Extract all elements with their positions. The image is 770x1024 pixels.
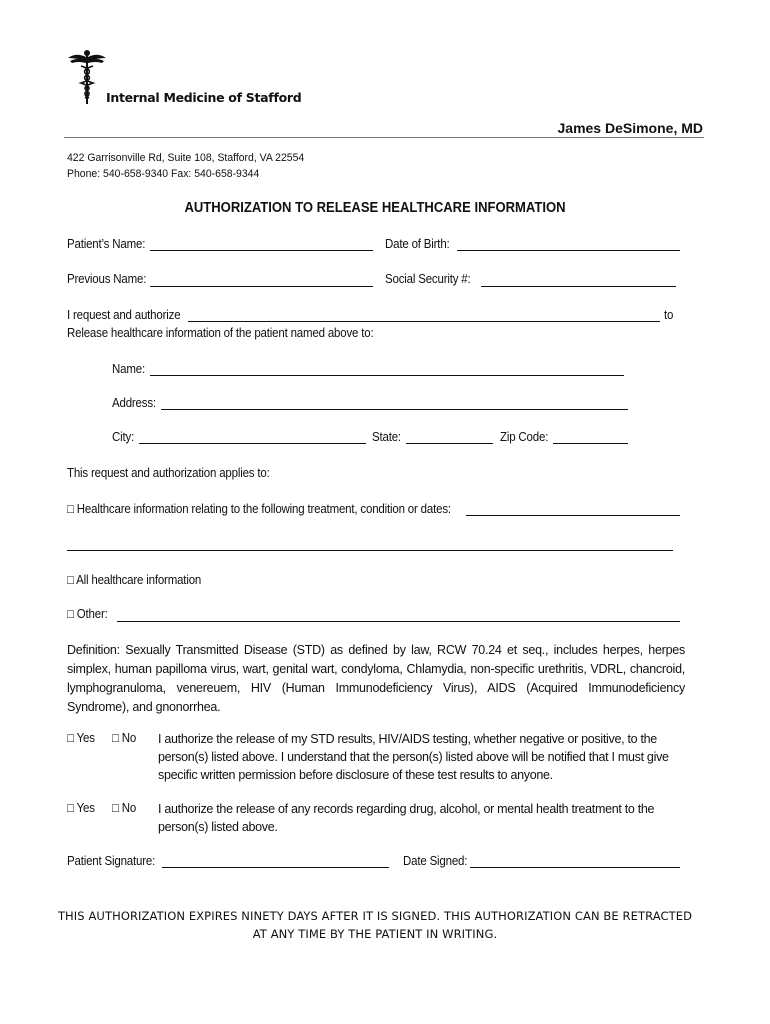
date-signed-field[interactable] <box>470 867 680 868</box>
date-signed-label: Date Signed: <box>403 854 468 868</box>
recipient-city-label: City: <box>112 430 135 444</box>
signature-label: Patient Signature: <box>67 854 156 868</box>
recipient-state-field[interactable] <box>406 443 493 444</box>
footer-line-1: THIS AUTHORIZATION EXPIRES NINETY DAYS AFTER IT IS SIGNED. THIS AUTHORIZATION CAN BE RETRACTED <box>57 909 693 923</box>
dob-label: Date of Birth: <box>385 237 450 251</box>
recipient-city-field[interactable] <box>139 443 366 444</box>
option-all-checkbox[interactable]: □ All healthcare information <box>67 573 202 587</box>
authorized-party-field[interactable] <box>188 321 660 322</box>
recipient-address-label: Address: <box>112 396 156 410</box>
std-no-checkbox[interactable]: □ No <box>112 731 137 745</box>
patient-name-field[interactable] <box>150 250 373 251</box>
practice-name: Internal Medicine of Stafford <box>106 90 302 105</box>
doctor-name: James DeSimone, MD <box>557 120 703 136</box>
records-no-checkbox[interactable]: □ No <box>112 801 137 815</box>
signature-field[interactable] <box>162 867 389 868</box>
footer-line-2: AT ANY TIME BY THE PATIENT IN WRITING. <box>252 927 498 941</box>
ssn-label: Social Security #: <box>385 272 471 286</box>
records-yes-checkbox[interactable]: □ Yes <box>67 801 95 815</box>
recipient-zip-label: Zip Code: <box>500 430 549 444</box>
recipient-state-label: State: <box>372 430 401 444</box>
treatment-field-line1[interactable] <box>466 515 680 516</box>
patient-name-label: Patient’s Name: <box>67 237 146 251</box>
request-to-label: to <box>664 308 674 322</box>
std-consent-text: I authorize the release of my STD results, HIV/AIDS testing, whether negative or positive, to the person(s) listed above. I understand that the person(s) listed above will be notified that I must give specific written permission before disclosure of these test results to anyone. <box>158 732 669 782</box>
practice-phone-fax: Phone: 540-658-9340 Fax: 540-658-9344 <box>67 168 260 180</box>
recipient-name-label: Name: <box>112 362 145 376</box>
treatment-field-line2[interactable] <box>67 550 673 551</box>
form-title: AUTHORIZATION TO RELEASE HEALTHCARE INFORMATION <box>184 200 566 216</box>
dob-field[interactable] <box>457 250 680 251</box>
recipient-zip-field[interactable] <box>553 443 628 444</box>
recipient-address-field[interactable] <box>161 409 628 410</box>
ssn-field[interactable] <box>481 286 676 287</box>
option-other-checkbox[interactable]: □ Other: <box>67 607 108 621</box>
other-field[interactable] <box>117 621 680 622</box>
header-divider <box>64 137 704 138</box>
request-label: I request and authorize <box>67 308 181 322</box>
caduceus-logo-icon <box>66 48 108 106</box>
previous-name-label: Previous Name: <box>67 272 147 286</box>
records-consent-text: I authorize the release of any records regarding drug, alcohol, or mental health treatment to the person(s) listed above. <box>158 802 655 834</box>
std-yes-checkbox[interactable]: □ Yes <box>67 731 95 745</box>
applies-to-label: This request and authorization applies to: <box>67 466 270 480</box>
recipient-name-field[interactable] <box>150 375 624 376</box>
option-treatment-checkbox[interactable]: □ Healthcare information relating to the following treatment, condition or dates: <box>67 502 451 516</box>
std-definition: Definition: Sexually Transmitted Disease (STD) as defined by law, RCW 70.24 et seq., includes herpes, herpes simplex, human papilloma virus, wart, genital wart, condyloma, Chlamydia, non-specific urethritis, VDRL, chancroid, lymphogranuloma, venereuem, HIV (Human Immunodeficiency Virus), AIDS (Acquired Immunodeficiency Syndrome), and gnonorrhea. <box>67 643 685 714</box>
practice-address: 422 Garrisonville Rd, Suite 108, Stafford, VA 22554 <box>67 152 305 164</box>
previous-name-field[interactable] <box>150 286 373 287</box>
release-line: Release healthcare information of the patient named above to: <box>67 326 374 340</box>
